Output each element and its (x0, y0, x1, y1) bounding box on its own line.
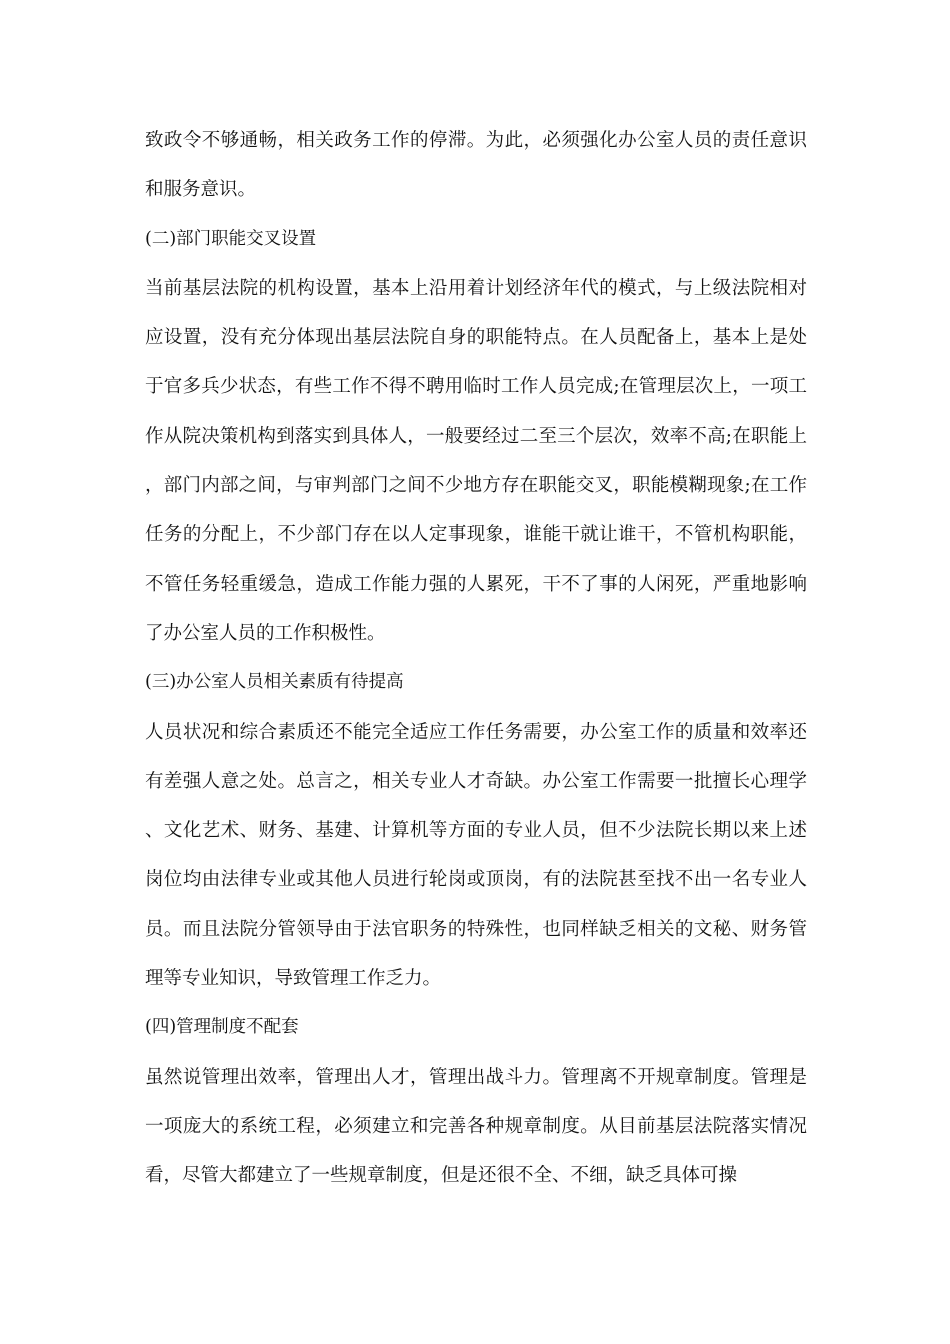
section-heading-2: (二)部门职能交叉设置 (145, 228, 317, 249)
paragraph-section-3: 人员状况和综合素质还不能完全适应工作任务需要，办公室工作的质量和效率还有差强人意之处。总言之，相关专业人才奇缺。办公室工作需要一批擅长心理学、文化艺术、财务、基建、计算机等方面的专业人员，但不少法院长期以来上述岗位均由法律专业或其他人员进行轮岗或顶岗，有的法院甚至找不出一名专业人员。而且法院分管领导由于法官职务的特殊性，也同样缺乏相关的文秘、财务管理等专业知识，导致管理工作乏力。 (145, 721, 807, 990)
document-body (145, 116, 807, 1201)
paragraph-intro-continuation: 致政令不够通畅，相关政务工作的停滞。为此，必须强化办公室人员的责任意识和服务意识。 (145, 130, 807, 201)
section-heading-3: (三)办公室人员相关素质有待提高 (145, 672, 404, 693)
section-heading-4: (四)管理制度不配套 (145, 1017, 299, 1038)
paragraph-section-2: 当前基层法院的机构设置，基本上沿用着计划经济年代的模式，与上级法院相对应设置，没有充分体现出基层法院自身的职能特点。在人员配备上，基本上是处于官多兵少状态，有些工作不得不聘用临时工作人员完成;在管理层次上，一项工作从院决策机构到落实到具体人，一般要经过二至三个层次，效率不高;在职能上，部门内部之间，与审判部门之间不少地方存在职能交叉，职能模糊现象;在工作任务的分配上，不少部门存在以人定事现象，谁能干就让谁干，不管机构职能，不管任务轻重缓急，造成工作能力强的人累死，干不了事的人闲死，严重地影响了办公室人员的工作积极性。 (145, 277, 807, 644)
paragraph-section-4: 虽然说管理出效率，管理出人才，管理出战斗力。管理离不开规章制度。管理是一项庞大的系统工程，必须建立和完善各种规章制度。从目前基层法院落实情况看，尽管大都建立了一些规章制度，但是还很不全、不细，缺乏具体可操 (145, 1066, 807, 1187)
